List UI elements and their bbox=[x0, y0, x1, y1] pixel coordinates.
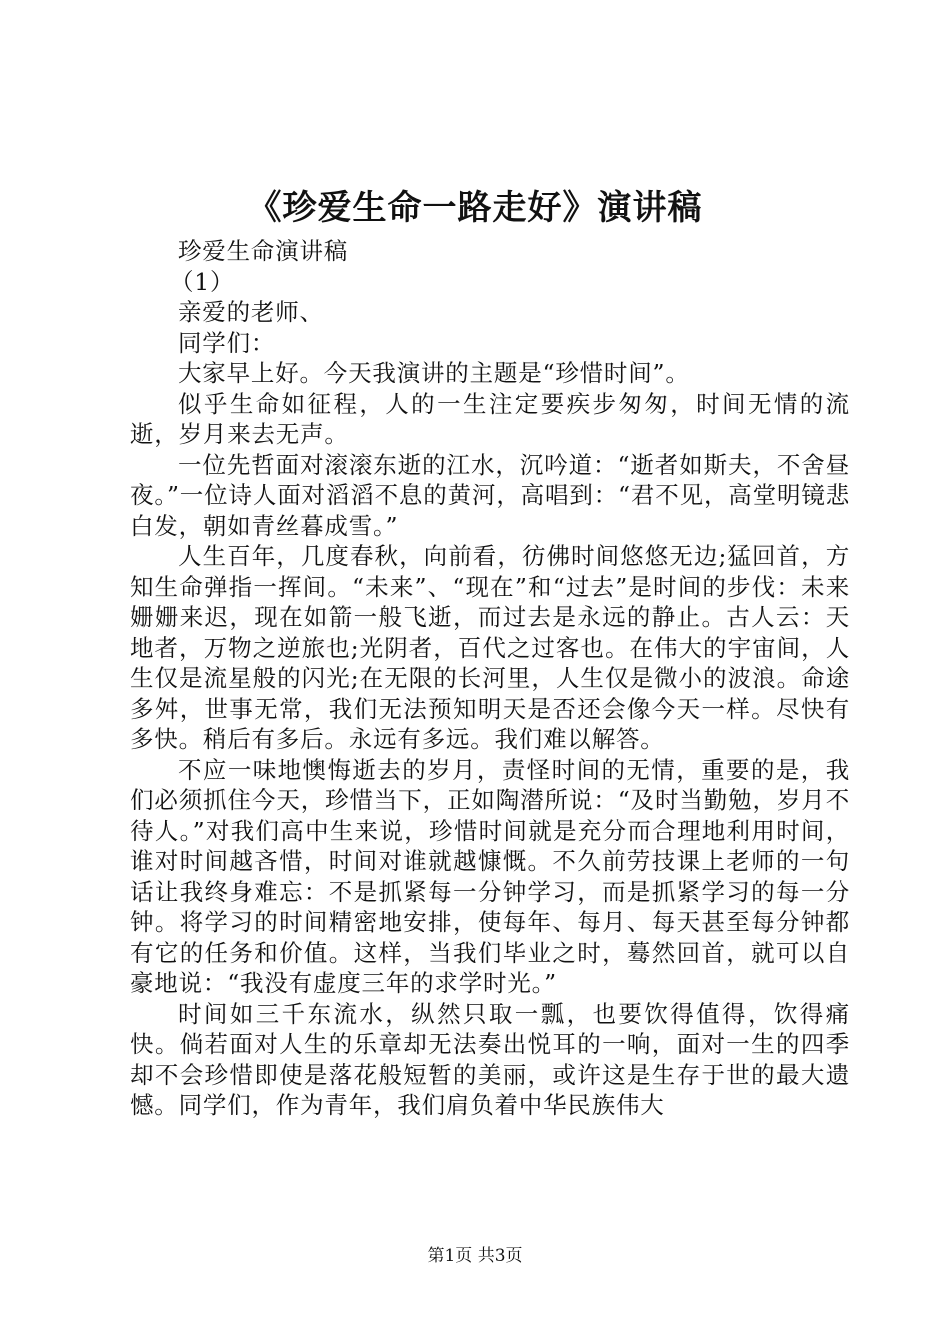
document-body bbox=[130, 236, 850, 1121]
paragraph: 时间如三千东流水，纵然只取一瓢，也要饮得值得，饮得痛快。倘若面对人生的乐章却无法奏出悦耳的一响，面对一生的四季却不会珍惜即使是落花般短暂的美丽，或许这是生存于世的最大遗憾。同学们，作为青年，我们肩负着中华民族伟大 bbox=[130, 999, 850, 1119]
document-title: 《珍爱生命一路走好》演讲稿 bbox=[247, 188, 703, 228]
paragraph: （1） bbox=[170, 267, 235, 296]
paragraph: 同学们： bbox=[178, 328, 276, 357]
paragraph: 珍爱生命演讲稿 bbox=[178, 237, 349, 265]
paragraph: 一位先哲面对滚滚东逝的江水，沉吟道：“逝者如斯夫，不舍昼夜。”一位诗人面对滔滔不息的黄河，高唱到：“君不见，高堂明镜悲白发，朝如青丝暮成雪。” bbox=[130, 450, 850, 540]
paragraph: 亲爱的老师、 bbox=[178, 298, 324, 326]
paragraph: 不应一味地懊悔逝去的岁月，责怪时间的无情，重要的是，我们必须抓住今天，珍惜当下，正如陶潜所说：“及时当勤勉，岁月不待人。”对我们高中生来说，珍惜时间就是充分而合理地利用时间，谁对时间越吝惜，时间对谁就越慷慨。不久前劳技课上老师的一句话让我终身难忘：不是抓紧每一分钟学习，而是抓紧学习的每一分钟。将学习的时间精密地安排，使每年、每月、每天甚至每分钟都有它的任务和价值。这样，当我们毕业之时，蓦然回首，就可以自豪地说：“我没有虚度三年的求学时光。” bbox=[130, 755, 850, 997]
paragraph: 人生百年，几度春秋，向前看，彷佛时间悠悠无边;猛回首，方知生命弹指一挥间。“未来”、“现在”和“过去”是时间的步伐：未来姗姗来迟，现在如箭一般飞逝，而过去是永远的静止。古人云：天地者，万物之逆旅也;光阴者，百代之过客也。在伟大的宇宙间，人生仅是流星般的闪光;在无限的长河里，人生仅是微小的波浪。命途多舛，世事无常，我们无法预知明天是否还会像今天一样。尽快有多快。稍后有多后。永远有多远。我们难以解答。 bbox=[130, 542, 850, 753]
page-footer: 第1页 共3页 bbox=[427, 1246, 523, 1266]
paragraph: 似乎生命如征程，人的一生注定要疾步匆匆，时间无情的流逝，岁月来去无声。 bbox=[130, 389, 850, 448]
paragraph: 大家早上好。今天我演讲的主题是“珍惜时间”。 bbox=[178, 359, 690, 387]
